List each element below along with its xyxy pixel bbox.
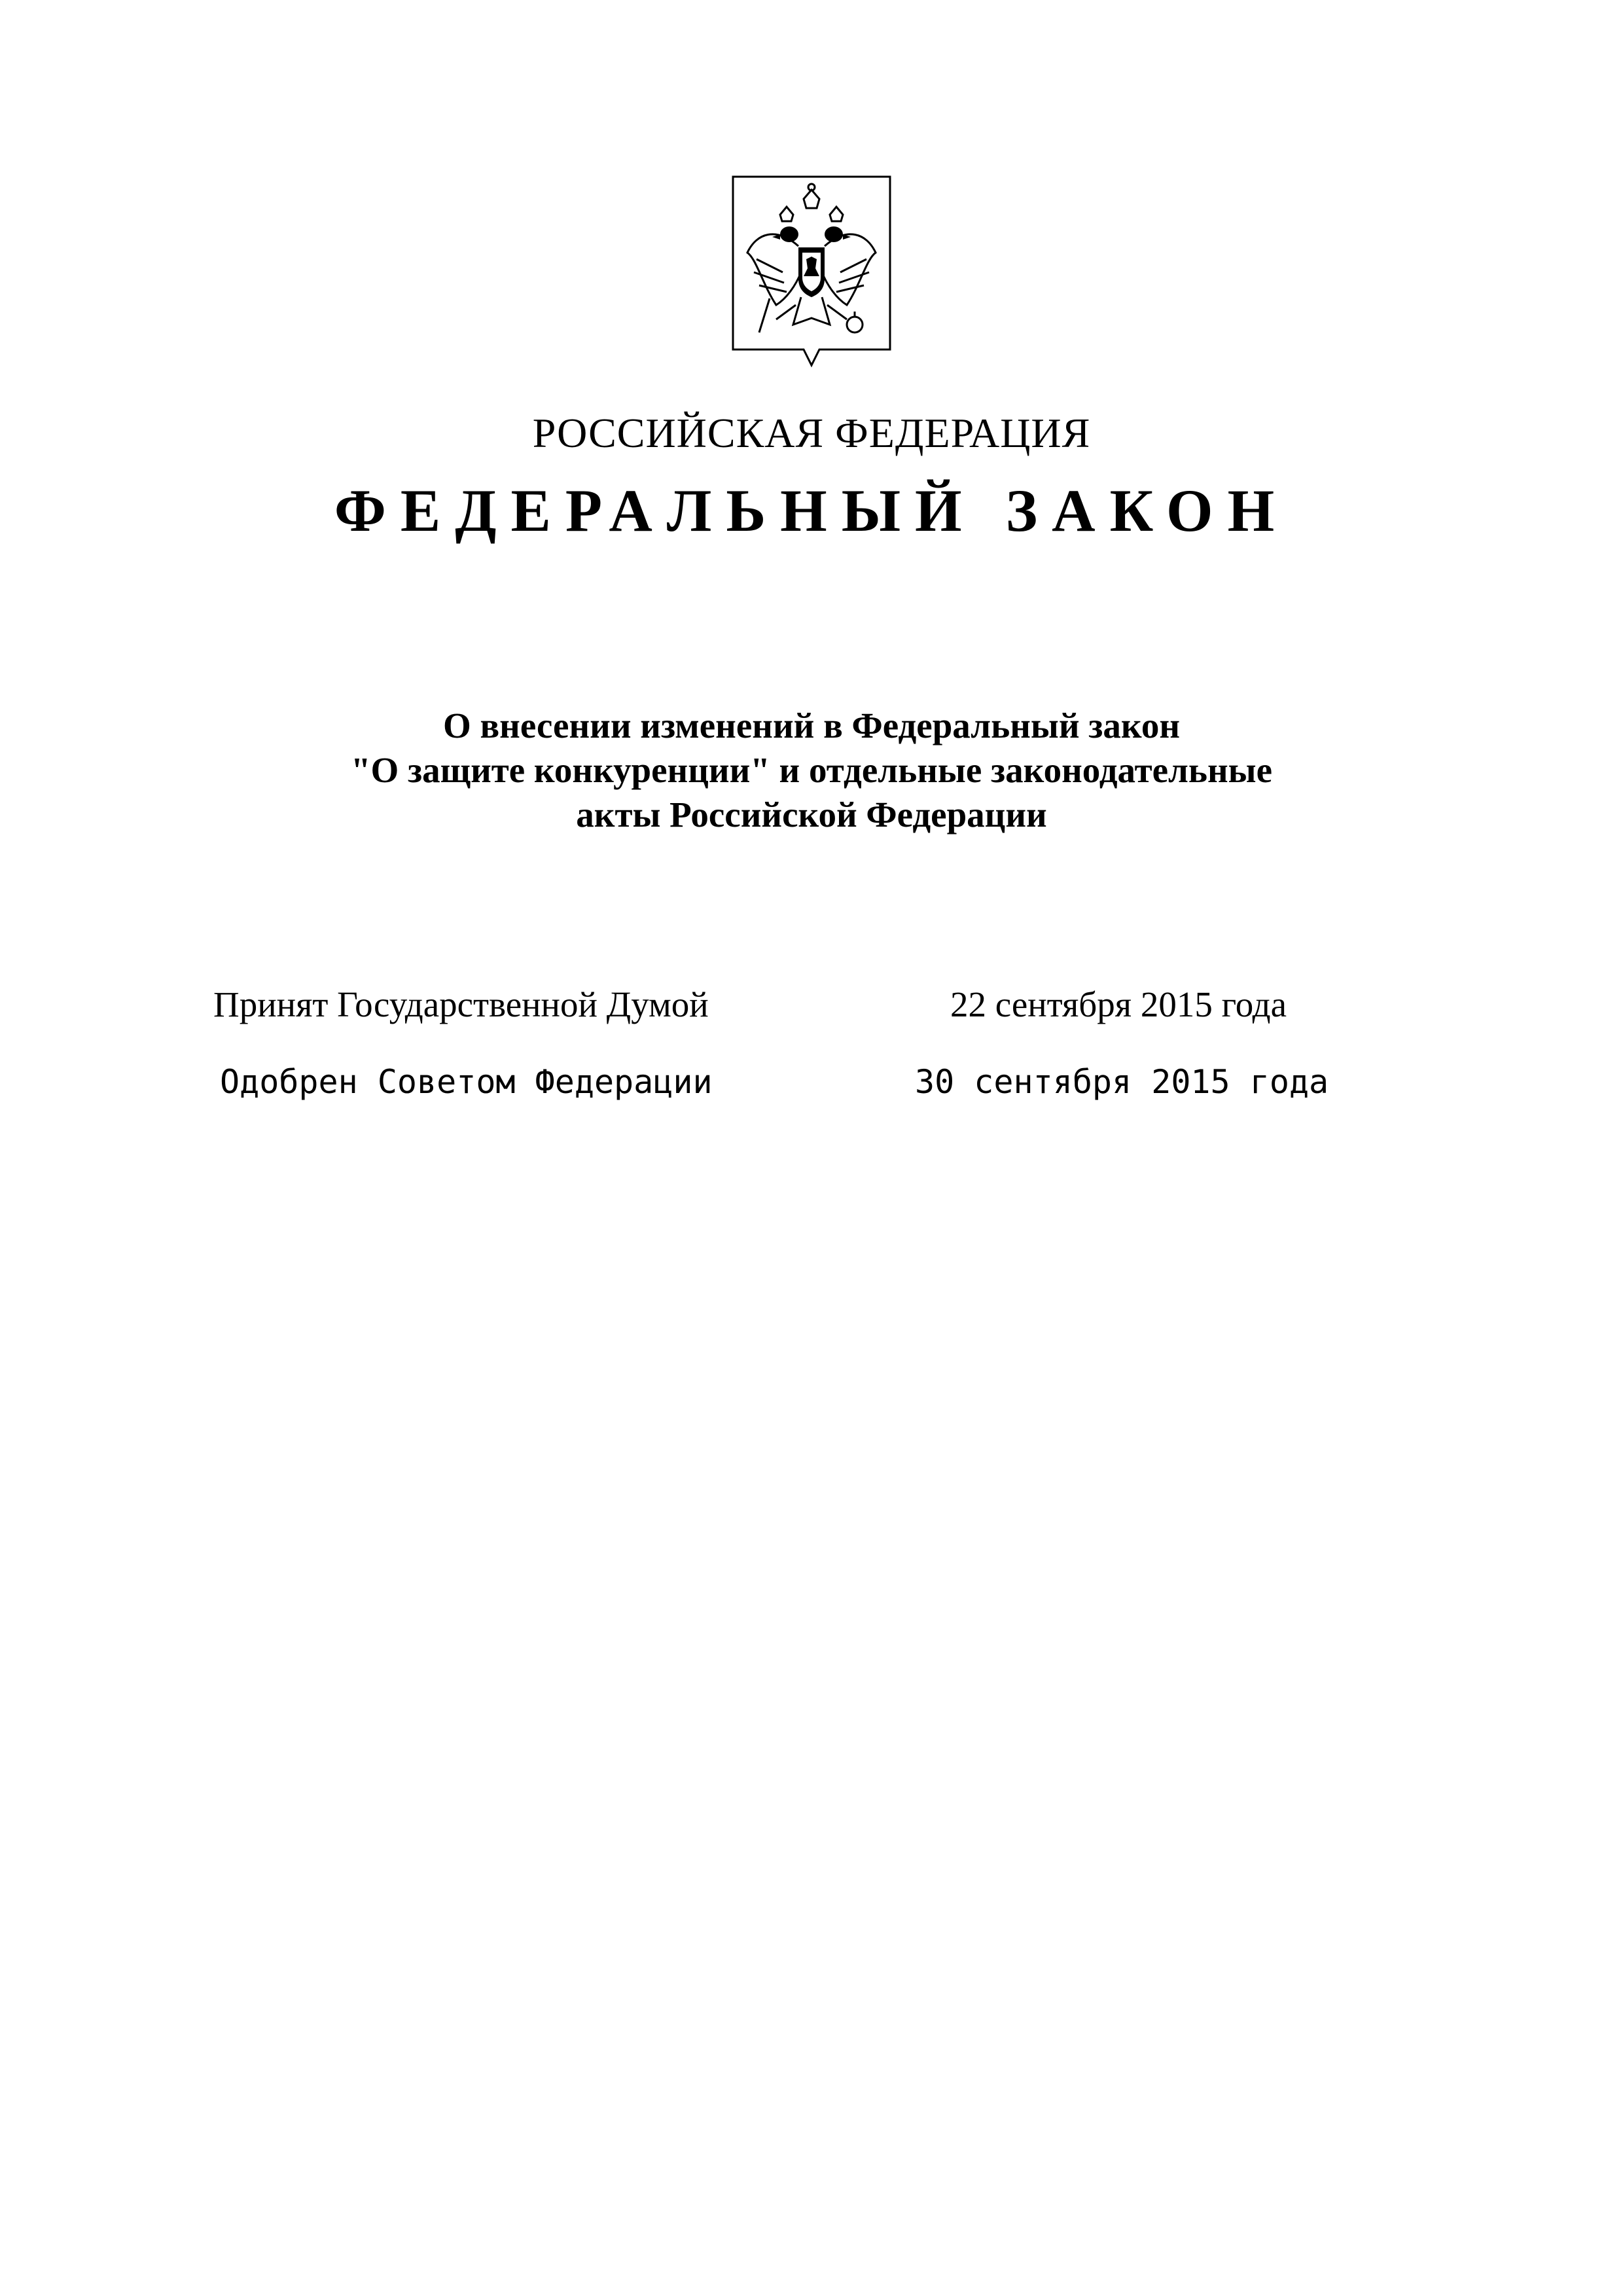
document-type: ФЕДЕРАЛЬНЫЙ ЗАКОН xyxy=(334,477,1289,544)
law-title-line: "О защите конкуренции" и отдельные законодательные xyxy=(350,750,1273,790)
law-title xyxy=(157,704,1466,837)
law-title-line: О внесении изменений в Федеральный закон xyxy=(442,706,1181,745)
country-name: РОССИЙСКАЯ ФЕДЕРАЦИЯ xyxy=(532,410,1091,456)
council-approval-label: Одобрен Советом Федерации xyxy=(220,1063,713,1101)
duma-adoption-label: Принят Государственной Думой xyxy=(213,984,709,1024)
council-approval-date: 30 сентября 2015 года xyxy=(915,1063,1329,1101)
duma-adoption-date: 22 сентября 2015 года xyxy=(950,984,1287,1024)
coat-of-arms-icon xyxy=(730,174,893,370)
law-title-line: акты Российской Федерации xyxy=(576,795,1047,834)
